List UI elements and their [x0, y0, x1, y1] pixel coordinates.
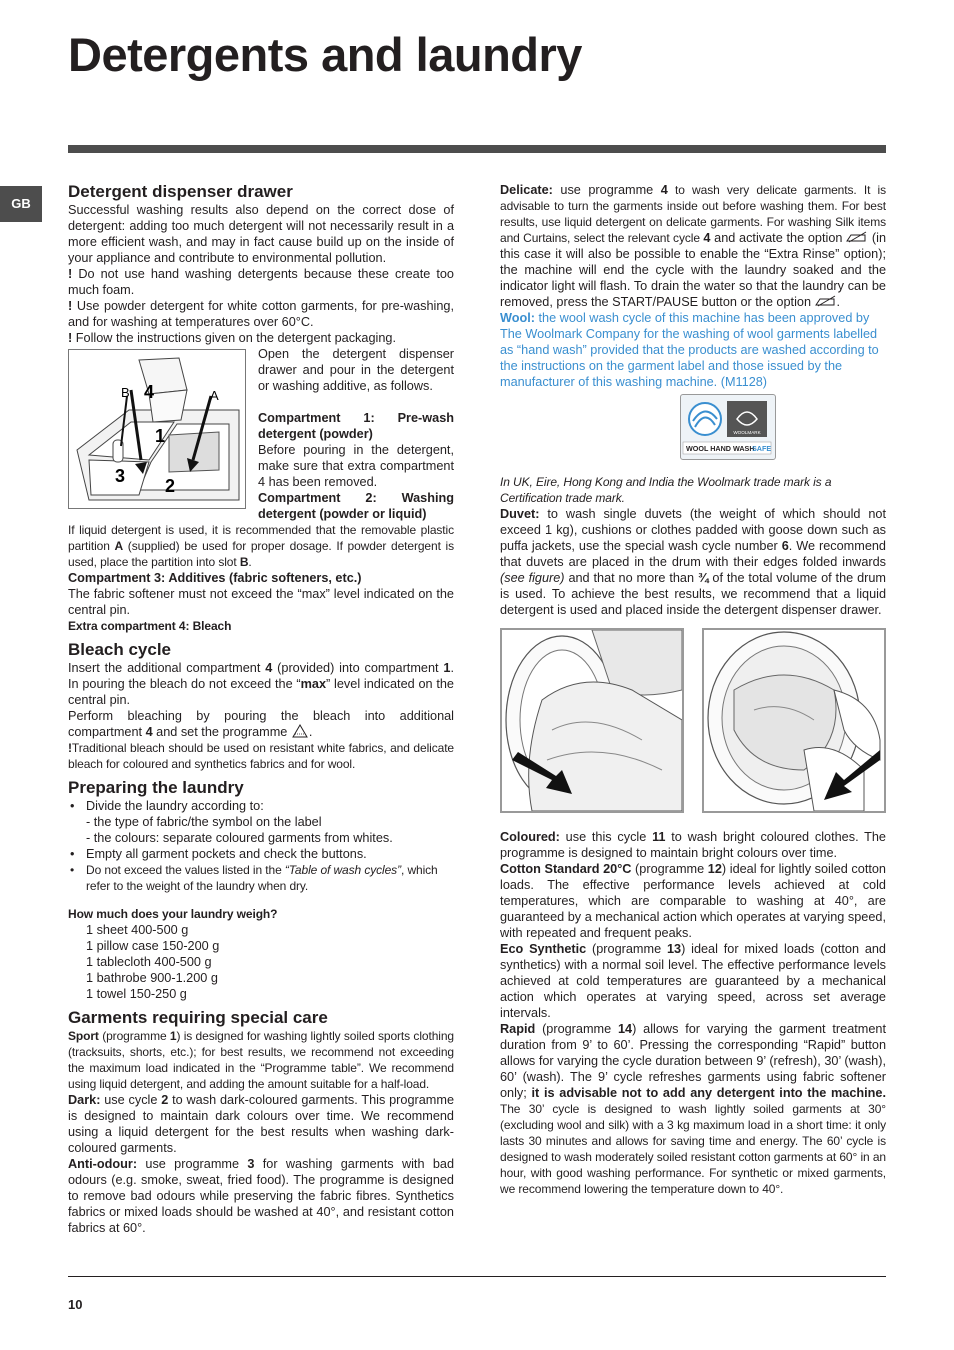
coloured-programme: Coloured: use this cycle 11 to wash bright coloured clothes. The programme is designed to maintain bright colours over time.: [500, 830, 886, 860]
page-title: Detergents and laundry: [68, 28, 582, 81]
special-care-heading: Garments requiring special care: [68, 1008, 328, 1027]
rapid-programme: Rapid (programme 14) allows for varying the garment treatment duration from 9’ to 60’. Pressing the corresponding “Rapid” button allows for varying the cycle duration between 9’ (refresh), 30’ (wash), 60’ (wash). The 9’ cycle refreshes garments using fabric softener only; it is advisable not to add any detergent into the machine. The 30’ cycle is designed to wash lightly soiled garments at 30° (excluding wool and silk) with a 3 kg maximum load in a short time: it only lasts 30 minutes and allows for saving time and energy. The 60’ cycle is designed to wash moderately soiled resistant cotton garments at 60° in an hour, with good washing performance. For synthetic or mixed garments, we recommend lowering the temperature down to 40°.: [500, 1022, 886, 1196]
extra-rinse-option-icon: [815, 295, 837, 307]
open-drawer-text: Open the detergent dispenser drawer and pour in the detergent or washing additive, as follows.: [258, 347, 454, 393]
footer-rule: [68, 1276, 886, 1277]
eco-synthetic-programme: Eco Synthetic (programme 13) ideal for mixed loads (cotton and synthetics) with a normal soil level. The effective performance levels achieved at cold temperatures are guaranteed by a mechanical action which operates at varying speed, across set average intervals.: [500, 942, 886, 1020]
bleach-perform-text: Perform bleaching by pouring the bleach into additional compartment 4 and set the programme .: [68, 709, 454, 739]
bleach-cycle-icon: [291, 724, 309, 738]
list-item: • Divide the laundry according to: - the type of fabric/the symbol on the label - the colours: separate coloured garments from whites.: [68, 798, 454, 846]
figure-label-b: B: [121, 385, 130, 400]
compartment-4-title: Extra compartment 4: Bleach: [68, 619, 232, 633]
dispenser-heading: Detergent dispenser drawer: [68, 182, 293, 201]
cotton-standard-programme: Cotton Standard 20°C (programme 12) ideal for lightly soiled cotton loads. The effective performance levels achieved at cold temperatures, which are comparable to washing at 40°, are guaranteed by a mechanical action which operates at varying speed, with repeated and frequent peaks.: [500, 862, 886, 940]
woolmark-safe: SAFE: [752, 444, 772, 453]
sport-programme: Sport (programme 1) is designed for washing lightly soiled sports clothing (tracksuits, shorts, etc.); for best results, we recommend not exceeding the maximum load indicated in the “Programme table”. We recommend using liquid detergent, and adding the amount suitable for a half-load.: [68, 1029, 454, 1091]
compartment-3-title: Compartment 3: Additives (fabric softeners, etc.): [68, 571, 362, 585]
compartment-2-text: If liquid detergent is used, it is recommended that the removable plastic partition A (supplied) be used for proper dosage. If powder detergent is used, place the partition into slot B.: [68, 523, 454, 569]
dispenser-drawer-illustration: [69, 350, 245, 508]
page-number: 10: [68, 1297, 83, 1312]
warning-packaging: ! Follow the instructions given on the detergent packaging.: [68, 331, 396, 345]
woolmark-brand: WOOLMARK: [733, 430, 761, 435]
laundry-weight-list: [68, 922, 454, 1002]
duvet-loading-illustration: [502, 630, 682, 811]
warning-powder: ! Use powder detergent for white cotton garments, for pre-washing, and for washing at temperatures over 60°C.: [68, 299, 454, 329]
preparing-laundry-list: [68, 798, 454, 894]
title-rule: [68, 145, 886, 153]
anti-odour-programme: Anti-odour: use programme 3 for washing garments with bad odours (e.g. smoke, sweat, fried food). The programme is designed to remove bad odours while preserving the fabric fibres. Synthetics fabrics or mixed loads should be washed at 40°, and resistant cotton fabrics at 60°.: [68, 1157, 454, 1235]
dispenser-intro: Successful washing results also depend on the correct dose of detergent: adding too much detergent will not necessarily result in a more efficient wash, and may in fact cause build up on the inside of your appliance and contribute to environmental pollution.: [68, 203, 454, 265]
warning-mark: !: [68, 267, 73, 281]
laundry-weight-heading: How much does your laundry weigh?: [68, 907, 278, 921]
list-item: 1 towel 150-250 g: [86, 987, 187, 1001]
extra-rinse-option-icon: [846, 231, 868, 243]
warning-mark: !: [68, 741, 72, 755]
list-item: • Do not exceed the values listed in the “Table of wash cycles”, which refer to the weight of the laundry when dry.: [68, 862, 454, 894]
list-item: 1 bathrobe 900-1.200 g: [86, 971, 218, 985]
figure-label-2: 2: [165, 476, 176, 496]
woolmark-icon: [681, 395, 773, 457]
compartment-1-title: Compartment 1: Pre-wash detergent (powder): [258, 411, 454, 441]
duvet-folding-illustration: [704, 630, 884, 811]
duvet-figures: [500, 628, 886, 813]
compartment-1-text: Before pouring in the detergent, make sure that extra compartment 4 has been removed.: [258, 443, 454, 489]
figure-label-3: 3: [115, 466, 126, 486]
warning-mark: !: [68, 331, 73, 345]
list-item: • Empty all garment pockets and check the buttons.: [68, 846, 454, 862]
woolmark-logo: [680, 394, 776, 460]
figure-label-a: A: [210, 388, 219, 403]
left-column: [68, 182, 454, 1236]
warning-mark: !: [68, 299, 73, 313]
dispenser-drawer-figure: [68, 349, 246, 509]
woolmark-caption: WOOL HAND WASH: [686, 444, 755, 453]
figure-label-4: 4: [144, 382, 155, 402]
list-item: 1 pillow case 150-200 g: [86, 939, 220, 953]
preparing-laundry-heading: Preparing the laundry: [68, 778, 244, 797]
right-column: [500, 182, 886, 1197]
list-item: 1 tablecloth 400-500 g: [86, 955, 212, 969]
compartment-2-title: Compartment 2: Washing detergent (powder or liquid): [258, 491, 454, 521]
list-item: 1 sheet 400-500 g: [86, 923, 189, 937]
compartment-3-text: The fabric softener must not exceed the “max” level indicated on the central pin.: [68, 587, 454, 617]
wool-programme: Wool: the wool wash cycle of this machine has been approved by The Woolmark Company for the washing of wool garments labelled as “hand wash” provided that the products are washed according to the instructions on the garment label and those issued by the manufacturer of this washing machine. (M1128): [500, 311, 879, 389]
figure-label-1: 1: [155, 426, 166, 446]
language-tab: GB: [0, 186, 42, 222]
duvet-loading-figure-2: [702, 628, 886, 813]
delicate-programme: Delicate: use programme 4 to wash very delicate garments. It is advisable to turn the garments inside out before washing them. For best results, use liquid detergent on delicate garments. For washing Silk items and Curtains, select the relevant cycle 4 and activate the option (in this case it will also be possible to enable the “Extra Rinse” option); the machine will end the cycle with the laundry soaked and the indicator light will flash. To drain the water so that the laundry can be removed, press the START/PAUSE button or the option .: [500, 183, 887, 309]
bleach-insert-text: Insert the additional compartment 4 (provided) into compartment 1. In pouring the bleach do not exceed the “max” level indicated on the central pin.: [68, 661, 455, 707]
duvet-programme: Duvet: to wash single duvets (the weight of which should not exceed 1 kg), cushions or clothes padded with goose down such as puffa jackets, use the special wash cycle number 6. We recommend that duvets are placed in the drum with their edges folded inwards (see figure) and that no more than ¾ of the total volume of the drum is used. To achieve the best results, we recommend that a liquid detergent is used and placed inside the detergent dispenser drawer.: [500, 507, 886, 617]
warning-hand-wash: ! Do not use hand washing detergents because these create too much foam.: [68, 267, 454, 297]
bleach-warning: !Traditional bleach should be used on resistant white fabrics, and delicate bleach for coloured and synthetics fabrics and for wool.: [68, 741, 454, 771]
dark-programme: Dark: use cycle 2 to wash dark-coloured garments. This programme is designed to maintain dark colours over time. We recommend using a liquid detergent for the best results when washing dark-coloured garments.: [68, 1093, 454, 1155]
bleach-heading: Bleach cycle: [68, 640, 172, 659]
duvet-loading-figure-1: [500, 628, 684, 813]
woolmark-trademark-note: In UK, Eire, Hong Kong and India the Woolmark trade mark is a Certification trade mark.: [500, 475, 832, 505]
